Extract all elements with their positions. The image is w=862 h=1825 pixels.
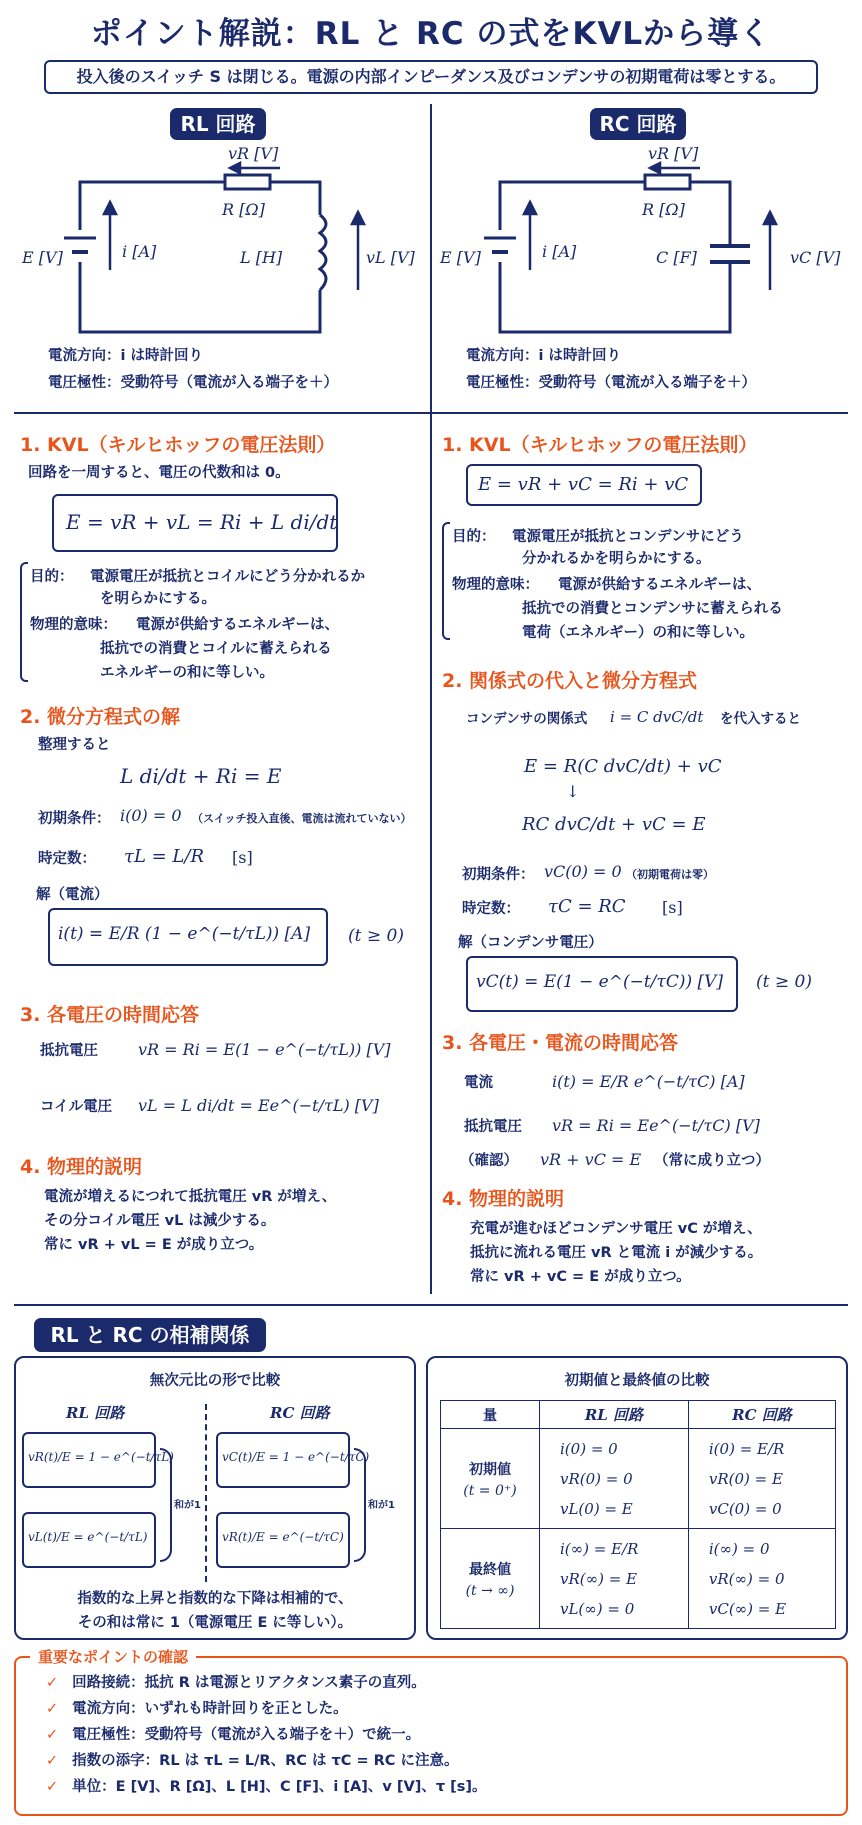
key-points-list (46, 1672, 487, 1802)
rc-ratio-eq-2: vR(t)/E = e^(−t/τC) (222, 1530, 344, 1544)
rc-check-name: （確認） (460, 1153, 518, 1169)
rl-purpose-label: 目的： (30, 569, 74, 585)
rc-init-label: 初期条件： (462, 867, 535, 883)
rc-s2-intro-a: コンデンサの関係式 (466, 711, 588, 727)
table-row-initial-rl (540, 1429, 689, 1529)
rc-explanation-1: 充電が進むほどコンデンサ電圧 vC が増え、 (470, 1221, 762, 1237)
rl-solution-equation: i(t) = E/R (1 − e^(−t/τL)) [A] (58, 924, 311, 944)
row1-rc-2: vC(0) = 0 (708, 1499, 782, 1518)
rl-kvl-equation: E = vR + vL = Ri + L di/dt (66, 510, 338, 534)
rc-resistor (645, 175, 690, 189)
rc-s2-intro-b: を代入すると (720, 711, 801, 727)
rc-purpose-label: 目的： (452, 529, 496, 545)
row1-label: 初期値 (469, 1461, 511, 1478)
complement-right-title: 初期値と最終値の比較 (564, 1373, 710, 1389)
key-point-item (46, 1698, 487, 1720)
row2-rc-0: i(∞) = 0 (708, 1539, 770, 1558)
check-icon: ✓ (46, 1779, 59, 1795)
rc-differential-equation: RC dvC/dt + vC = E (522, 814, 706, 835)
key-point-text: 電圧極性：受動符号（電流が入る端子を＋）で統一。 (72, 1727, 421, 1743)
rl-l-label: L [H] (240, 248, 283, 267)
rc-explanation-3: 常に vR + vC = E が成り立つ。 (470, 1269, 691, 1285)
row1-rc-1: vR(0) = E (708, 1469, 783, 1488)
rc-section2-title: 2. 関係式の代入と微分方程式 (442, 670, 698, 692)
complement-rc-col: RC 回路 (270, 1404, 330, 1422)
complement-title: RL と RC の相補関係 (34, 1318, 266, 1352)
key-point-text: 回路接続：抵抗 R は電源とリアクタンス素子の直列。 (72, 1675, 426, 1691)
check-icon: ✓ (46, 1727, 59, 1743)
rl-init-equation: i(0) = 0 (120, 806, 182, 825)
rc-check-note: （常に成り立つ） (654, 1153, 770, 1169)
key-point-item (46, 1776, 487, 1798)
rc-meaning-text1: 電源が供給するエネルギーは、 (558, 577, 761, 593)
row2-rc-1: vR(∞) = 0 (708, 1569, 785, 1588)
rl-sum-brace (160, 1448, 172, 1562)
rc-current-direction: 電流方向：i は時計回り (466, 348, 622, 364)
key-point-item (46, 1724, 487, 1746)
rc-vr-label: vR [V] (648, 144, 699, 163)
rc-r-label: R [Ω] (642, 200, 685, 219)
complement-rl-col: RL 回路 (66, 1404, 125, 1422)
complement-note-2: その和は常に 1（電源電圧 E に等しい）。 (77, 1615, 353, 1631)
rc-tau-label: 時定数： (462, 901, 520, 917)
rc-purpose-bracket (442, 522, 450, 640)
row1-rc-0: i(0) = E/R (708, 1439, 785, 1458)
table-row-initial-rc (688, 1429, 835, 1529)
rl-init-note: （スイッチ投入直後、電流は流れていない） (192, 812, 412, 825)
rl-ratio-eq-2: vL(t)/E = e^(−t/τL) (28, 1530, 148, 1544)
key-point-text: 単位：E [V]、R [Ω]、L [H]、C [F]、i [A]、v [V]、τ [s]。 (72, 1779, 487, 1795)
rl-init-label: 初期条件： (38, 811, 111, 827)
comparison-table (440, 1400, 836, 1629)
rl-current-direction: 電流方向：i は時計回り (48, 348, 204, 364)
rl-meaning-text2: 抵抗での消費とコイルに蓄えられる (100, 641, 332, 657)
rc-substitution-equation: E = R(C dvC/dt) + vC (524, 756, 722, 777)
circuit-divider (14, 412, 848, 414)
rl-ratio-eq-1: vR(t)/E = 1 − e^(−t/τL) (28, 1450, 174, 1464)
rc-e-label: E [V] (440, 248, 481, 267)
rc-solution-equation: vC(t) = E(1 − e^(−t/τC)) [V] (476, 972, 724, 992)
key-point-item (46, 1750, 487, 1772)
row2-label: 最終値 (469, 1561, 511, 1578)
rc-c-label: C [F] (656, 248, 697, 267)
rl-vl-label: vL [V] (366, 248, 415, 267)
row1-rl-0: i(0) = 0 (560, 1439, 618, 1458)
row1-cond: (t = 0⁺) (463, 1482, 517, 1499)
rc-kvl-equation: E = vR + vC = Ri + vC (478, 474, 689, 495)
complement-note-1: 指数的な上昇と指数的な下降は相補的で、 (77, 1591, 353, 1607)
rl-explanation-1: 電流が増えるにつれて抵抗電圧 vR が増え、 (44, 1189, 337, 1205)
rc-init-equation: vC(0) = 0 (544, 862, 622, 881)
rl-section3-title: 3. 各電圧の時間応答 (20, 1004, 200, 1026)
rl-r-label: R [Ω] (222, 200, 265, 219)
row1-rl-1: vR(0) = 0 (560, 1469, 633, 1488)
rc-explanation-2: 抵抗に流れる電圧 vR と電流 i が減少する。 (470, 1245, 763, 1261)
rc-solution-label: 解（コンデンサ電圧） (458, 935, 603, 951)
subtitle-box: 投入後のスイッチ S は閉じる。電源の内部インピーダンス及びコンデンサの初期電荷は零とする。 (44, 60, 818, 94)
rc-sum-label: 和が1 (368, 1500, 395, 1511)
rl-circuit-diagram (20, 140, 430, 350)
table-row-initial-label (441, 1429, 540, 1529)
rl-vr-name: 抵抗電圧 (40, 1043, 98, 1059)
rl-s2-intro: 整理すると (38, 737, 111, 753)
rl-resistor (225, 175, 270, 189)
table-row-final-label (441, 1529, 540, 1629)
rl-polarity: 電圧極性：受動符号（電流が入る端子を＋） (48, 375, 338, 391)
rl-vr-label: vR [V] (228, 144, 279, 163)
rl-section2-title: 2. 微分方程式の解 (20, 706, 181, 728)
rc-meaning-label: 物理的意味： (452, 577, 539, 593)
rl-tau-equation: τL = L/R (124, 846, 205, 867)
rc-check-equation: vR + vC = E (540, 1150, 642, 1169)
rc-tau-equation: τC = RC (548, 896, 626, 917)
table-header-rc: RC 回路 (688, 1401, 835, 1429)
row1-rl-2: vL(0) = E (560, 1499, 633, 1518)
rl-purpose-text2: を明らかにする。 (100, 591, 216, 607)
rl-meaning-text3: エネルギーの和に等しい。 (100, 665, 274, 681)
page-title: ポイント解説：RL と RC の式をKVLから導く (90, 16, 772, 52)
rl-section4-title: 4. 物理的説明 (20, 1156, 143, 1178)
row2-rl-2: vL(∞) = 0 (560, 1599, 635, 1618)
rc-init-note: （初期電荷は零） (626, 868, 714, 881)
rc-solution-condition: (t ≥ 0) (756, 972, 812, 992)
rc-vc-label: vC [V] (790, 248, 841, 267)
rc-polarity: 電圧極性：受動符号（電流が入る端子を＋） (466, 375, 756, 391)
rc-i-name: 電流 (464, 1075, 493, 1091)
rc-arrow: ↓ (566, 782, 580, 801)
rc-i-label: i [A] (542, 242, 577, 261)
rc-vr-equation: vR = Ri = Ee^(−t/τC) [V] (552, 1116, 760, 1135)
rc-meaning-text2: 抵抗での消費とコンデンサに蓄えられる (522, 601, 783, 617)
rc-tau-unit: [s] (662, 898, 683, 917)
rc-section4-title: 4. 物理的説明 (442, 1188, 565, 1210)
rc-s2-intro-equation: i = C dvC/dt (610, 708, 704, 726)
rc-circuit-label: RC 回路 (590, 108, 686, 140)
rl-vr-equation: vR = Ri = E(1 − e^(−t/τL)) [V] (138, 1040, 391, 1059)
row2-rl-0: i(∞) = E/R (560, 1539, 639, 1558)
complement-dashed-divider (205, 1404, 207, 1582)
rl-sum-label: 和が1 (174, 1500, 201, 1511)
rl-section1-title: 1. KVL（キルヒホッフの電圧法則） (20, 434, 336, 456)
check-icon: ✓ (46, 1753, 59, 1769)
rl-solution-label: 解（電流） (36, 887, 109, 903)
row2-rc-2: vC(∞) = E (708, 1599, 787, 1618)
rl-circuit-label: RL 回路 (170, 108, 266, 140)
rc-sum-brace (354, 1448, 366, 1562)
key-point-text: 電流方向：いずれも時計回りを正とした。 (72, 1701, 348, 1717)
rl-vl-name: コイル電圧 (40, 1099, 113, 1115)
rl-tau-unit: [s] (232, 848, 253, 867)
rl-explanation-2: その分コイル電圧 vL は減少する。 (44, 1213, 276, 1229)
rl-explanation-3: 常に vR + vL = E が成り立つ。 (44, 1237, 264, 1253)
rc-circuit-diagram (440, 140, 850, 350)
check-icon: ✓ (46, 1675, 59, 1691)
rl-solution-condition: (t ≥ 0) (348, 926, 404, 946)
rc-i-equation: i(t) = E/R e^(−t/τC) [A] (552, 1072, 745, 1091)
row2-rl-1: vR(∞) = E (560, 1569, 638, 1588)
rl-purpose-text1: 電源電圧が抵抗とコイルにどう分かれるか (90, 569, 366, 585)
table-header-qty: 量 (441, 1401, 540, 1429)
column-divider (430, 104, 432, 1294)
rc-purpose-text2: 分かれるかを明らかにする。 (522, 551, 711, 567)
rl-vl-equation: vL = L di/dt = Ee^(−t/τL) [V] (138, 1096, 379, 1115)
rl-differential-equation: L di/dt + Ri = E (120, 764, 282, 788)
rl-e-label: E [V] (22, 248, 63, 267)
rc-purpose-text1: 電源電圧が抵抗とコンデンサにどう (512, 529, 744, 545)
rl-meaning-label: 物理的意味： (30, 617, 117, 633)
check-icon: ✓ (46, 1701, 59, 1717)
rl-purpose-bracket (20, 562, 28, 682)
table-row-final-rc (688, 1529, 835, 1629)
rl-meaning-text1: 電源が供給するエネルギーは、 (136, 617, 339, 633)
complement-left-title: 無次元比の形で比較 (149, 1373, 281, 1389)
rc-meaning-text3: 電荷（エネルギー）の和に等しい。 (522, 625, 754, 641)
rl-i-label: i [A] (122, 242, 157, 261)
row2-cond: (t → ∞) (465, 1582, 515, 1599)
key-point-item (46, 1672, 487, 1694)
section-divider (14, 1304, 848, 1306)
rl-tau-label: 時定数： (38, 851, 96, 867)
rc-section3-title: 3. 各電圧・電流の時間応答 (442, 1032, 679, 1054)
rc-section1-title: 1. KVL（キルヒホッフの電圧法則） (442, 434, 758, 456)
key-point-text: 指数の添字：RL は τL = L/R、RC は τC = RC に注意。 (72, 1753, 459, 1769)
table-row-final-rl (540, 1529, 689, 1629)
rc-ratio-eq-1: vC(t)/E = 1 − e^(−t/τC) (222, 1450, 370, 1464)
rc-vr-name: 抵抗電圧 (464, 1119, 522, 1135)
key-points-title: 重要なポイントの確認 (30, 1646, 196, 1667)
table-header-rl: RL 回路 (540, 1401, 689, 1429)
rl-kvl-intro: 回路を一周すると、電圧の代数和は 0。 (28, 465, 290, 481)
